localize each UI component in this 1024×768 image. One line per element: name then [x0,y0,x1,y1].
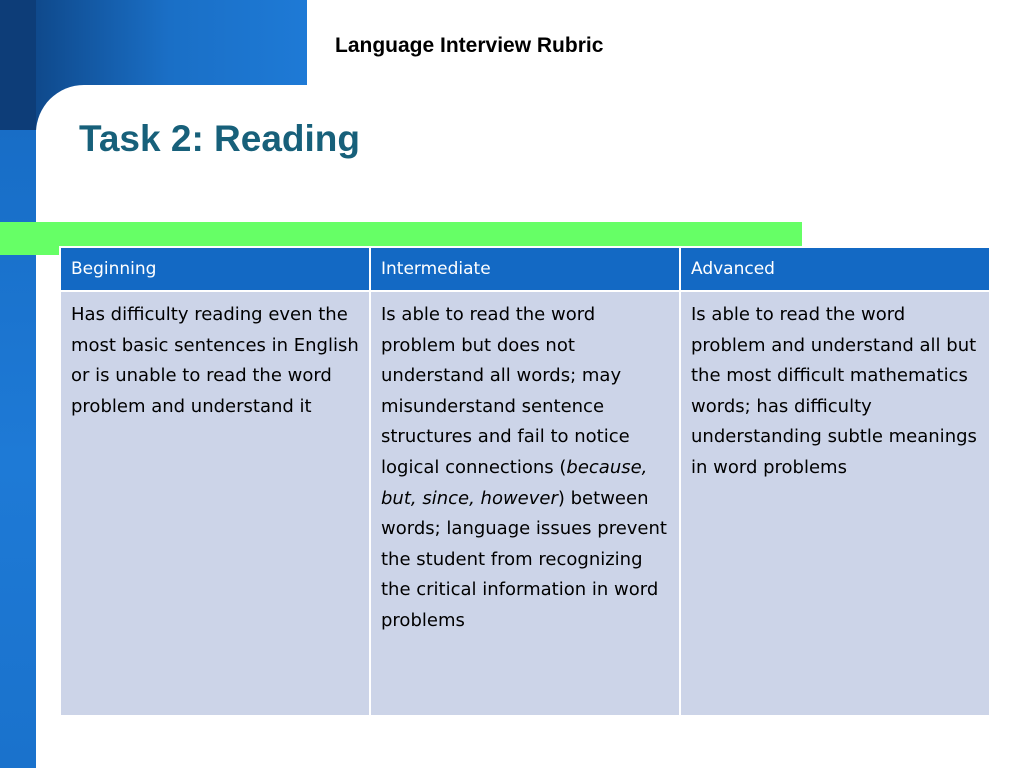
cell-intermediate-post: ) between words; language issues prevent the student from recognizing the critical information in word problems [381,487,667,631]
top-left-dark-block [0,0,36,130]
cell-advanced: Is able to read the word problem and understand all but the most difficult mathematics words; has difficulty understanding subtle meanings in word problems [680,291,990,716]
column-header-beginning: Beginning [60,247,370,291]
table-header-row [60,247,990,291]
column-header-advanced: Advanced [680,247,990,291]
rubric-table [59,246,991,717]
cell-intermediate [370,291,680,716]
table-row [60,291,990,716]
header-title: Language Interview Rubric [335,34,604,57]
cell-intermediate-pre: Is able to read the word problem but does not understand all words; may misunderstand sentence structures and fail to notice logical connections ( [381,304,630,478]
cell-intermediate-italic: because, but, since, however [381,456,648,509]
slide-title: Task 2: Reading [79,118,361,159]
cell-beginning: Has difficulty reading even the most basic sentences in English or is unable to read the word problem and understand it [60,291,370,716]
column-header-intermediate: Intermediate [370,247,680,291]
